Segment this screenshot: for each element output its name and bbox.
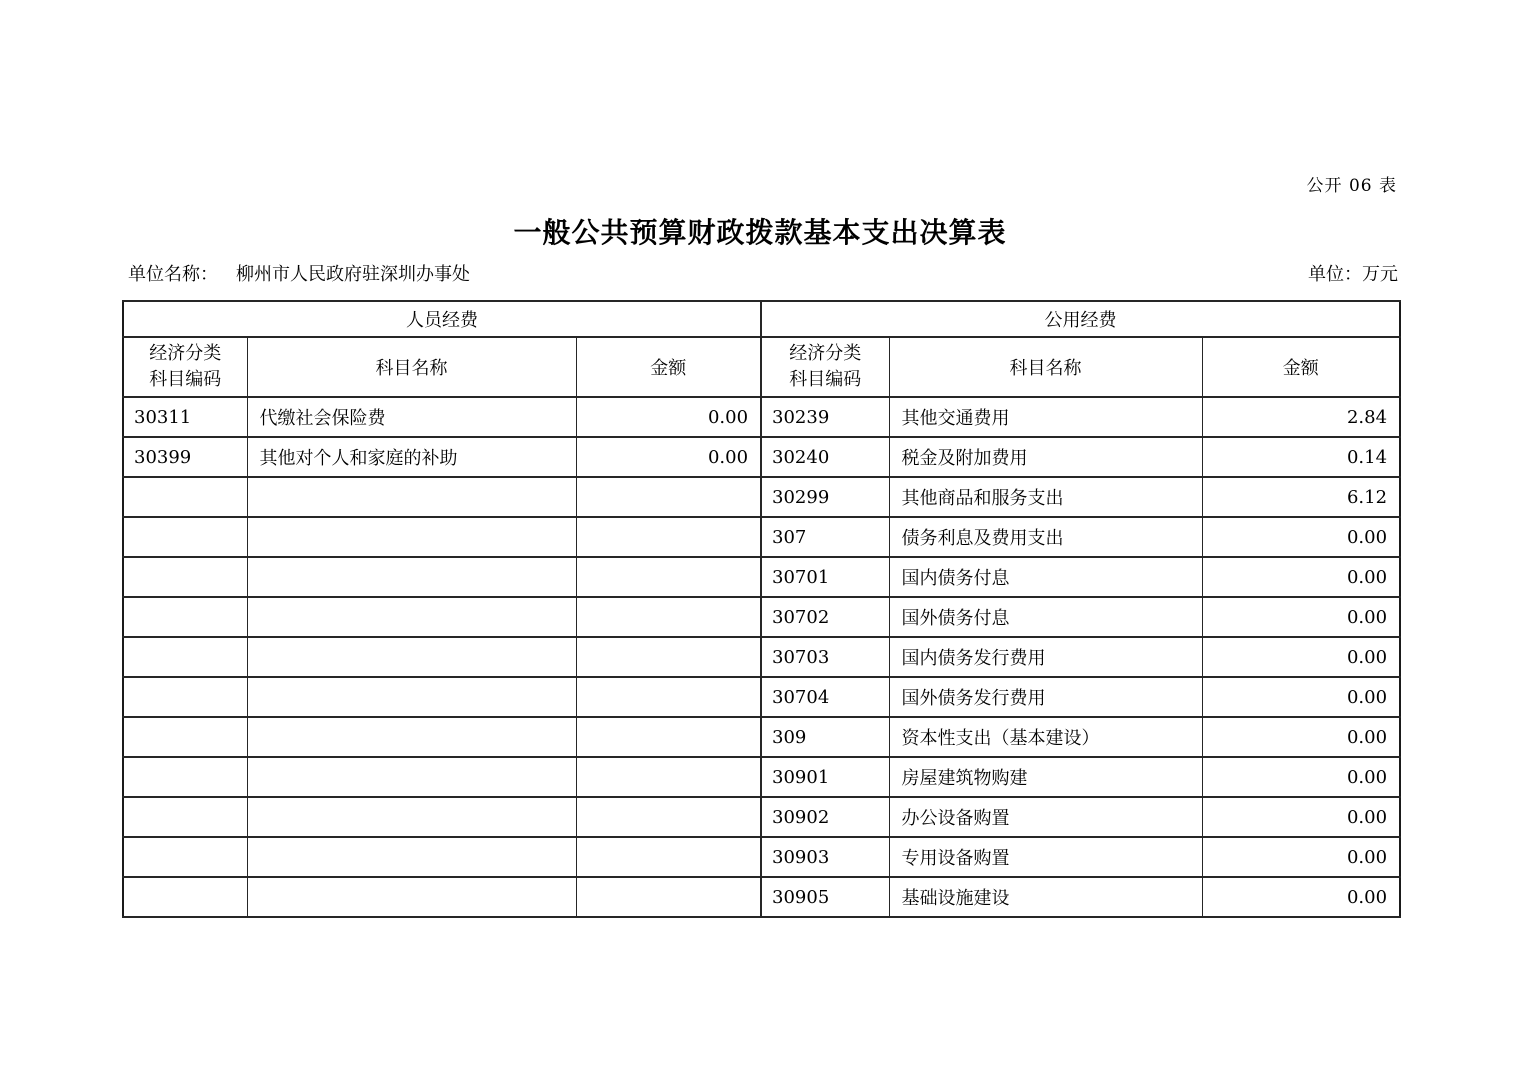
code-header-line1: 经济分类 [149,343,222,364]
table-row [123,717,1400,757]
right-column-header-code [761,337,889,397]
section-header-public: 公用经费 [761,301,1400,337]
name-cell [247,717,576,757]
code-header-line2: 科目编码 [789,369,862,390]
code-cell [123,637,247,677]
amount-cell: 0.00 [1202,797,1400,837]
page-title: 一般公共预算财政拨款基本支出决算表 [513,216,1007,249]
name-cell: 其他对个人和家庭的补助 [247,437,576,477]
form-number-label: 公开 06 表 [1306,176,1397,196]
currency-unit-label: 单位：万元 [1308,264,1398,285]
amount-cell: 0.00 [576,437,761,477]
code-cell: 30905 [761,877,889,917]
table-row [123,597,1400,637]
name-cell: 其他交通费用 [889,397,1202,437]
name-cell [247,837,576,877]
code-header-line2: 科目编码 [149,369,222,390]
section-header-personnel: 人员经费 [123,301,761,337]
code-cell [123,477,247,517]
code-cell: 30703 [761,637,889,677]
code-cell: 30311 [123,397,247,437]
amount-cell: 0.00 [1202,637,1400,677]
name-cell: 基础设施建设 [889,877,1202,917]
name-cell [247,477,576,517]
amount-cell [576,597,761,637]
left-column-header-code [123,337,247,397]
amount-cell [576,557,761,597]
name-cell: 国外债务付息 [889,597,1202,637]
column-header-row [123,337,1400,397]
amount-cell: 0.14 [1202,437,1400,477]
code-cell [123,557,247,597]
code-cell: 30701 [761,557,889,597]
name-cell [247,517,576,557]
unit-name-label: 单位名称： [128,264,218,285]
name-cell [247,677,576,717]
table-row [123,837,1400,877]
amount-cell: 0.00 [1202,517,1400,557]
name-cell: 国内债务发行费用 [889,637,1202,677]
name-cell [247,797,576,837]
amount-cell [576,477,761,517]
name-cell [247,557,576,597]
name-cell [247,757,576,797]
name-cell: 国内债务付息 [889,557,1202,597]
table-row [123,877,1400,917]
amount-cell [576,877,761,917]
name-cell: 资本性支出（基本建设） [889,717,1202,757]
left-column-header-amount: 金额 [576,337,761,397]
code-cell [123,797,247,837]
code-cell: 30704 [761,677,889,717]
amount-cell [576,797,761,837]
name-cell [247,597,576,637]
name-cell: 税金及附加费用 [889,437,1202,477]
amount-cell: 0.00 [1202,717,1400,757]
table-row [123,677,1400,717]
name-cell: 房屋建筑物购建 [889,757,1202,797]
code-cell [123,517,247,557]
right-column-header-amount: 金额 [1202,337,1400,397]
meta-line [128,260,1398,286]
right-column-header-subject: 科目名称 [889,337,1202,397]
code-cell: 30702 [761,597,889,637]
code-cell [123,837,247,877]
amount-cell: 0.00 [1202,837,1400,877]
name-cell [247,637,576,677]
name-cell: 专用设备购置 [889,837,1202,877]
amount-cell: 0.00 [576,397,761,437]
amount-cell: 2.84 [1202,397,1400,437]
amount-cell: 6.12 [1202,477,1400,517]
table-row [123,757,1400,797]
amount-cell: 0.00 [1202,757,1400,797]
code-cell [123,757,247,797]
section-header-row [123,301,1400,337]
left-column-header-subject: 科目名称 [247,337,576,397]
code-cell [123,717,247,757]
amount-cell [576,677,761,717]
code-cell: 30902 [761,797,889,837]
code-cell [123,597,247,637]
name-cell [247,877,576,917]
table-row [123,637,1400,677]
amount-cell: 0.00 [1202,597,1400,637]
table-row [123,437,1400,477]
table-row [123,517,1400,557]
basic-expenditure-table [122,300,1401,918]
code-cell: 309 [761,717,889,757]
code-header-line1: 经济分类 [789,343,862,364]
code-cell [123,877,247,917]
name-cell: 办公设备购置 [889,797,1202,837]
table-row [123,397,1400,437]
amount-cell [576,757,761,797]
unit-name-value: 柳州市人民政府驻深圳办事处 [236,264,470,285]
unit-name-group [128,260,470,286]
code-cell: 30240 [761,437,889,477]
amount-cell [576,517,761,557]
table-row [123,797,1400,837]
code-cell [123,677,247,717]
table-body [123,397,1400,917]
amount-cell: 0.00 [1202,877,1400,917]
code-cell: 30901 [761,757,889,797]
code-cell: 30399 [123,437,247,477]
name-cell: 债务利息及费用支出 [889,517,1202,557]
name-cell: 国外债务发行费用 [889,677,1202,717]
code-cell: 307 [761,517,889,557]
amount-cell: 0.00 [1202,677,1400,717]
amount-cell: 0.00 [1202,557,1400,597]
name-cell: 代缴社会保险费 [247,397,576,437]
name-cell: 其他商品和服务支出 [889,477,1202,517]
code-cell: 30903 [761,837,889,877]
table-row [123,477,1400,517]
amount-cell [576,637,761,677]
table-row [123,557,1400,597]
code-cell: 30239 [761,397,889,437]
amount-cell [576,717,761,757]
amount-cell [576,837,761,877]
code-cell: 30299 [761,477,889,517]
